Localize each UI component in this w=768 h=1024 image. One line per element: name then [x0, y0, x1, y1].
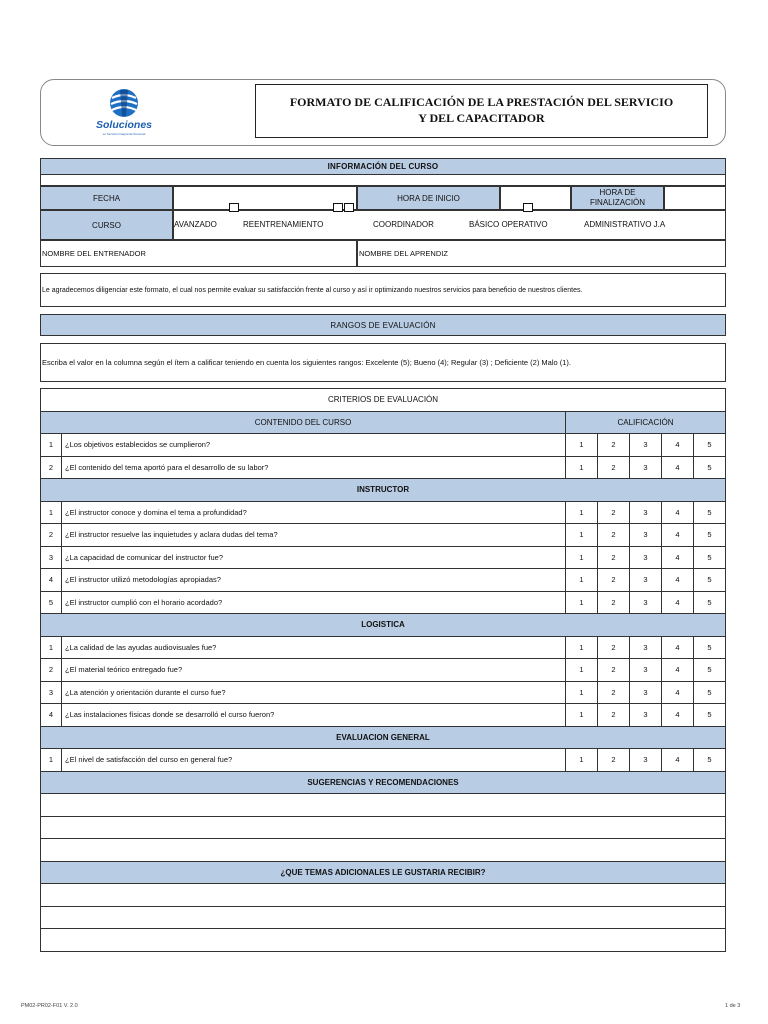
- criterios-title: CRITERIOS DE EVALUACIÓN: [41, 389, 726, 412]
- option-coordinador-label: COORDINADOR: [373, 219, 434, 229]
- question-number: 1: [41, 636, 62, 659]
- question-text: ¿El instructor conoce y domina el tema a profundidad?: [62, 501, 566, 524]
- score-option-1[interactable]: 1: [566, 704, 598, 727]
- question-text: ¿El contenido del tema aportó para el desarrollo de su labor?: [62, 456, 566, 479]
- question-text: ¿El instructor cumplió con el horario acordado?: [62, 591, 566, 614]
- question-row: [41, 636, 726, 659]
- general-title: EVALUACION GENERAL: [41, 726, 726, 749]
- question-number: 2: [41, 524, 62, 547]
- score-option-5[interactable]: 5: [694, 681, 726, 704]
- question-number: 5: [41, 591, 62, 614]
- score-option-4[interactable]: 4: [662, 456, 694, 479]
- question-number: 1: [41, 434, 62, 457]
- score-option-4[interactable]: 4: [662, 546, 694, 569]
- option-reentrenamiento-label: REENTRENAMIENTO: [243, 219, 324, 229]
- score-option-4[interactable]: 4: [662, 704, 694, 727]
- criterios-table: [40, 388, 726, 952]
- temas-line[interactable]: [41, 906, 726, 929]
- question-number: 3: [41, 681, 62, 704]
- question-number: 4: [41, 569, 62, 592]
- question-text: ¿Los objetivos establecidos se cumplieron?: [62, 434, 566, 457]
- score-option-3[interactable]: 3: [630, 749, 662, 772]
- instructor-title: INSTRUCTOR: [41, 479, 726, 502]
- checkbox-coordinador[interactable]: [344, 203, 354, 212]
- sugerencias-line[interactable]: [41, 816, 726, 839]
- hora-fin-input[interactable]: [664, 186, 726, 210]
- question-text: ¿La atención y orientación durante el curso fue?: [62, 681, 566, 704]
- hora-inicio-label: HORA DE INICIO: [357, 186, 500, 210]
- question-text: ¿El material teórico entregado fue?: [62, 659, 566, 682]
- page-number: 1 de 3: [725, 1003, 741, 1009]
- score-option-1[interactable]: 1: [566, 524, 598, 547]
- rangos-text: Escriba el valor en la columna según el ítem a calificar teniendo en cuenta los siguientes rangos: Excelente (5); Bueno (4); Regular (3) ; Deficiente (2) Malo (1).: [40, 343, 726, 382]
- sugerencias-line[interactable]: [41, 839, 726, 862]
- score-option-5[interactable]: 5: [694, 659, 726, 682]
- entrenador-label: NOMBRE DEL ENTRENADOR: [42, 249, 146, 258]
- score-option-4[interactable]: 4: [662, 659, 694, 682]
- instructor-section: [41, 501, 726, 614]
- score-option-2[interactable]: 2: [598, 659, 630, 682]
- question-text: ¿Las instalaciones físicas donde se desarrolló el curso fueron?: [62, 704, 566, 727]
- question-number: 1: [41, 501, 62, 524]
- score-option-1[interactable]: 1: [566, 501, 598, 524]
- temas-line[interactable]: [41, 884, 726, 907]
- question-row: [41, 569, 726, 592]
- checkbox-basico-operativo[interactable]: [523, 203, 533, 212]
- hora-inicio-input[interactable]: [500, 186, 571, 210]
- score-option-5[interactable]: 5: [694, 749, 726, 772]
- sugerencias-line[interactable]: [41, 794, 726, 817]
- question-number: 3: [41, 546, 62, 569]
- option-administrativo-label: ADMINISTRATIVO J.A: [584, 219, 666, 229]
- contenido-header: CONTENIDO DEL CURSO: [41, 411, 566, 434]
- score-option-1[interactable]: 1: [566, 591, 598, 614]
- hora-fin-label: HORA DE FINALIZACIÓN: [571, 186, 664, 210]
- option-basico-operativo-label: BÁSICO OPERATIVO: [469, 219, 548, 229]
- question-number: 2: [41, 659, 62, 682]
- checkbox-avanzado[interactable]: [229, 203, 239, 212]
- score-option-3[interactable]: 3: [630, 636, 662, 659]
- score-option-5[interactable]: 5: [694, 546, 726, 569]
- score-option-2[interactable]: 2: [598, 704, 630, 727]
- company-logo: [84, 86, 164, 138]
- sugerencias-title: SUGERENCIAS Y RECOMENDACIONES: [41, 771, 726, 794]
- score-option-4[interactable]: 4: [662, 636, 694, 659]
- question-text: ¿El nivel de satisfacción del curso en general fue?: [62, 749, 566, 772]
- score-option-4[interactable]: 4: [662, 591, 694, 614]
- logo-text: Soluciones: [95, 119, 152, 131]
- score-option-1[interactable]: 1: [566, 749, 598, 772]
- question-number: 2: [41, 456, 62, 479]
- score-option-1[interactable]: 1: [566, 681, 598, 704]
- curso-label: CURSO: [40, 210, 173, 240]
- general-section: [41, 749, 726, 772]
- score-option-3[interactable]: 3: [630, 591, 662, 614]
- question-row: [41, 591, 726, 614]
- question-row: [41, 546, 726, 569]
- fecha-input[interactable]: [173, 186, 357, 210]
- question-text: ¿El instructor resuelve las inquietudes y aclara dudas del tema?: [62, 524, 566, 547]
- score-option-4[interactable]: 4: [662, 681, 694, 704]
- score-option-4[interactable]: 4: [662, 749, 694, 772]
- score-option-2[interactable]: 2: [598, 456, 630, 479]
- rangos-title: RANGOS DE EVALUACIÓN: [40, 314, 726, 336]
- score-option-5[interactable]: 5: [694, 636, 726, 659]
- score-option-2[interactable]: 2: [598, 681, 630, 704]
- question-number: 1: [41, 749, 62, 772]
- aprendiz-field[interactable]: [357, 240, 726, 267]
- entrenador-field[interactable]: [40, 240, 357, 267]
- logo-subtext: en Servicio Integral de Personal: [102, 132, 146, 136]
- score-option-2[interactable]: 2: [598, 434, 630, 457]
- score-option-1[interactable]: 1: [566, 659, 598, 682]
- score-option-5[interactable]: 5: [694, 434, 726, 457]
- question-row: [41, 681, 726, 704]
- score-option-3[interactable]: 3: [630, 501, 662, 524]
- info-section-title: INFORMACIÓN DEL CURSO: [40, 158, 726, 175]
- form-code: PM02-PR02-F01 V. 2.0: [21, 1003, 78, 1009]
- score-option-5[interactable]: 5: [694, 501, 726, 524]
- logistica-title: LOGISTICA: [41, 614, 726, 637]
- score-option-4[interactable]: 4: [662, 501, 694, 524]
- question-text: ¿La capacidad de comunicar del instructor fue?: [62, 546, 566, 569]
- score-option-5[interactable]: 5: [694, 456, 726, 479]
- question-row: [41, 501, 726, 524]
- calificacion-header: CALIFICACIÓN: [566, 411, 726, 434]
- score-option-5[interactable]: 5: [694, 591, 726, 614]
- checkbox-reentrenamiento[interactable]: [333, 203, 343, 212]
- score-option-4[interactable]: 4: [662, 434, 694, 457]
- score-option-5[interactable]: 5: [694, 704, 726, 727]
- info-spacer-row: [40, 175, 726, 186]
- question-text: ¿La calidad de las ayudas audiovisuales fue?: [62, 636, 566, 659]
- score-option-2[interactable]: 2: [598, 749, 630, 772]
- contenido-section: [41, 434, 726, 479]
- score-option-4[interactable]: 4: [662, 569, 694, 592]
- question-row: [41, 659, 726, 682]
- logo-emblem-icon: [84, 86, 164, 120]
- question-row: [41, 456, 726, 479]
- score-option-1[interactable]: 1: [566, 636, 598, 659]
- question-row: [41, 704, 726, 727]
- option-avanzado-label: AVANZADO: [174, 219, 217, 229]
- question-row: [41, 749, 726, 772]
- score-option-3[interactable]: 3: [630, 704, 662, 727]
- score-option-4[interactable]: 4: [662, 524, 694, 547]
- score-option-2[interactable]: 2: [598, 501, 630, 524]
- score-option-3[interactable]: 3: [630, 434, 662, 457]
- temas-title: ¿QUE TEMAS ADICIONALES LE GUSTARIA RECIBIR?: [41, 861, 726, 884]
- score-option-3[interactable]: 3: [630, 456, 662, 479]
- question-row: [41, 524, 726, 547]
- score-option-5[interactable]: 5: [694, 524, 726, 547]
- fecha-label: FECHA: [40, 186, 173, 210]
- score-option-1[interactable]: 1: [566, 546, 598, 569]
- question-row: [41, 434, 726, 457]
- score-option-5[interactable]: 5: [694, 569, 726, 592]
- score-option-1[interactable]: 1: [566, 569, 598, 592]
- score-option-2[interactable]: 2: [598, 524, 630, 547]
- temas-line[interactable]: [41, 929, 726, 952]
- score-option-3[interactable]: 3: [630, 659, 662, 682]
- score-option-2[interactable]: 2: [598, 569, 630, 592]
- score-option-1[interactable]: 1: [566, 434, 598, 457]
- aprendiz-label: NOMBRE DEL APRENDIZ: [359, 249, 448, 258]
- score-option-2[interactable]: 2: [598, 636, 630, 659]
- form-title: FORMATO DE CALIFICACIÓN DE LA PRESTACIÓN DEL SERVICIO Y DEL CAPACITADOR: [255, 84, 708, 138]
- intro-text: Le agradecemos diligenciar este formato, el cual nos permite evaluar su satisfacción frente al curso y así ir optimizando nuestros servicios para beneficio de nuestros clientes.: [40, 273, 726, 307]
- score-option-3[interactable]: 3: [630, 569, 662, 592]
- score-option-2[interactable]: 2: [598, 546, 630, 569]
- score-option-2[interactable]: 2: [598, 591, 630, 614]
- score-option-1[interactable]: 1: [566, 456, 598, 479]
- question-number: 4: [41, 704, 62, 727]
- score-option-3[interactable]: 3: [630, 546, 662, 569]
- score-option-3[interactable]: 3: [630, 681, 662, 704]
- score-option-3[interactable]: 3: [630, 524, 662, 547]
- logistica-section: [41, 636, 726, 726]
- question-text: ¿El instructor utilizó metodologías apropiadas?: [62, 569, 566, 592]
